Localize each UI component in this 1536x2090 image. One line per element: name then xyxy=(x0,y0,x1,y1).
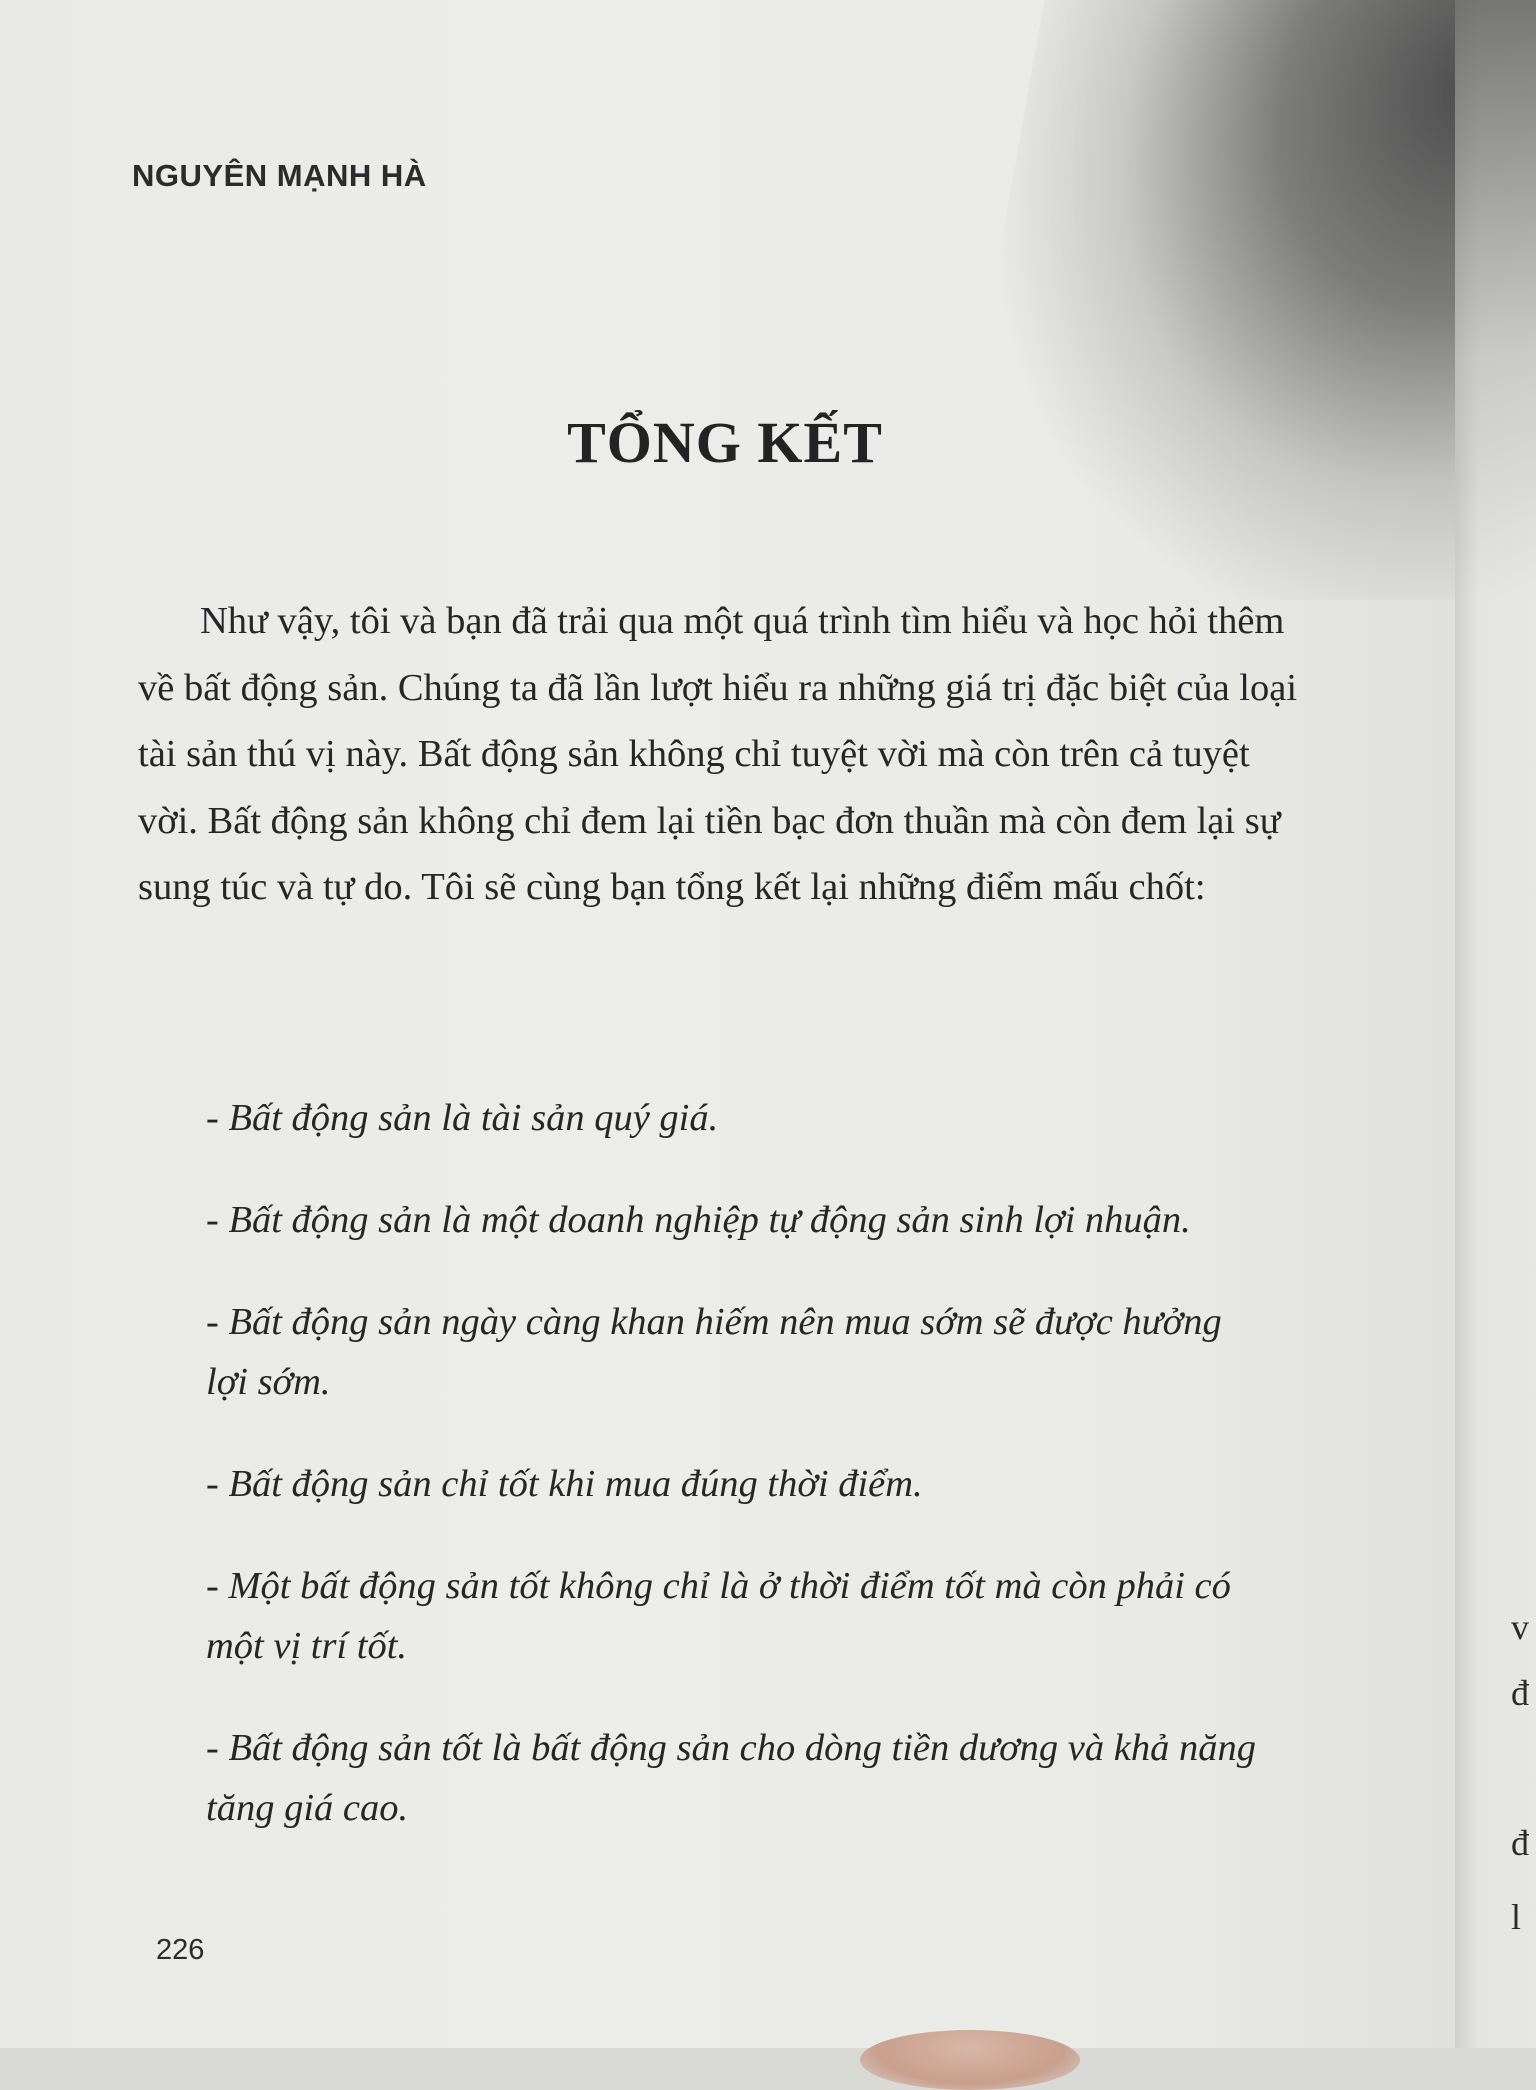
adjacent-page-fragment: v xyxy=(1511,1607,1529,1647)
key-point: - Bất động sản ngày càng khan hiếm nên mua sớm sẽ được hưởng lợi sớm. xyxy=(206,1301,1222,1403)
finger-tip xyxy=(860,2030,1080,2090)
key-points-list xyxy=(206,1088,1266,1880)
adjacent-page-fragment: đ xyxy=(1511,1823,1529,1863)
running-head-author: NGUYÊN MẠNH HÀ xyxy=(132,158,427,193)
page-number: 226 xyxy=(156,1934,205,1966)
page-shadow xyxy=(939,0,1455,600)
key-point: - Bất động sản tốt là bất động sản cho dòng tiền dương và khả năng tăng giá cao. xyxy=(206,1727,1256,1829)
key-point: - Bất động sản là tài sản quý giá. xyxy=(206,1097,719,1139)
adjacent-page-shadow xyxy=(1455,0,1536,600)
adjacent-page-fragment: đ xyxy=(1511,1673,1529,1713)
chapter-title: TỔNG KẾT xyxy=(567,409,883,475)
adjacent-page-edge xyxy=(1455,0,1536,2048)
intro-paragraph: Như vậy, tôi và bạn đã trải qua một quá trình tìm hiểu và học hỏi thêm về bất động sản. Chúng ta đã lần lượt hiểu ra những giá trị đặc biệt của loại tài sản thú vị này. Bất động sản không chỉ tuyệt vời mà còn trên cả tuyệt vời. Bất động sản không chỉ đem lại tiền bạc đơn thuần mà còn đem lại sự sung túc và tự do. Tôi sẽ cùng bạn tổng kết lại những điểm mấu chốt: xyxy=(138,600,1298,908)
key-point: - Bất động sản là một doanh nghiệp tự động sản sinh lợi nhuận. xyxy=(206,1199,1191,1241)
key-point: - Một bất động sản tốt không chỉ là ở thời điểm tốt mà còn phải có một vị trí tốt. xyxy=(206,1565,1231,1667)
key-point: - Bất động sản chỉ tốt khi mua đúng thời điểm. xyxy=(206,1463,923,1505)
adjacent-page-fragment: l xyxy=(1511,1897,1522,1937)
